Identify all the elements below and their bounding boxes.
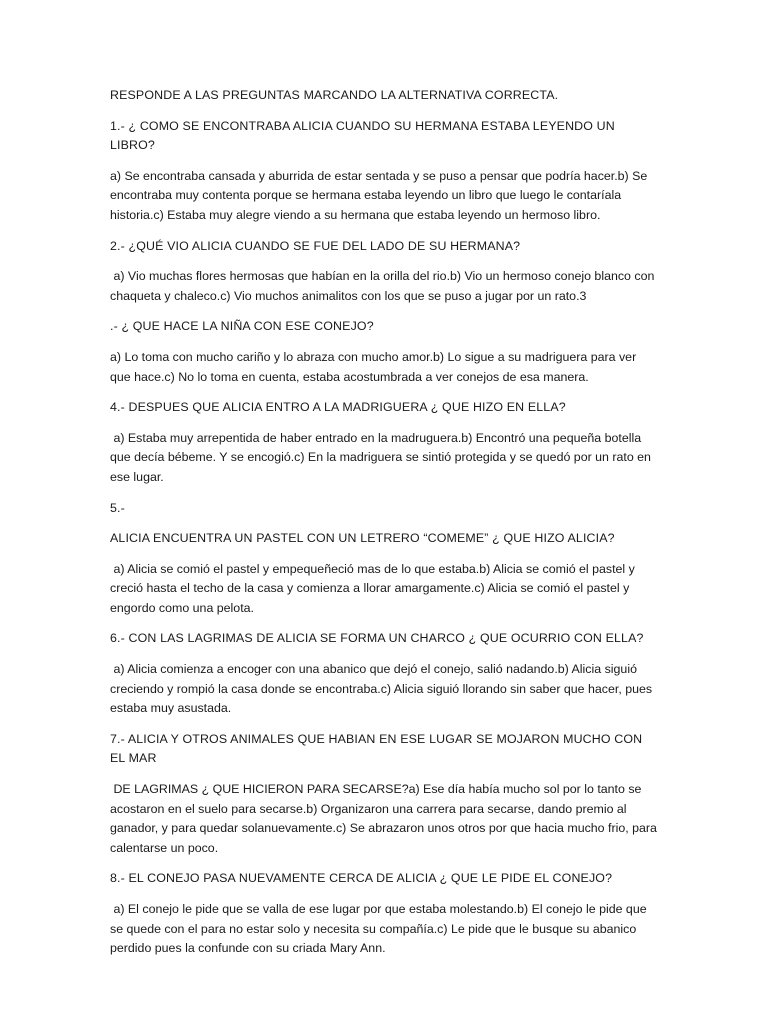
document-page	[110, 86, 661, 970]
answers-4: a) Estaba muy arrepentida de haber entrado en la madruguera.b) Encontró una pequeña botella que decía bébeme. Y se encogió.c) En la madriguera se sintió protegida y se quedó por un rato en ese lugar.	[110, 430, 655, 484]
answers-2: a) Vio muchas flores hermosas que habían en la orilla del rio.b) Vio un hermoso conejo blanco con chaqueta y chaleco.c) Vio muchos animalitos con los que se puso a jugar por un rato.3	[110, 269, 658, 303]
question-5-number: 5.-	[110, 500, 125, 515]
question-8: 8.- EL CONEJO PASA NUEVAMENTE CERCA DE ALICIA ¿ QUE LE PIDE EL CONEJO?	[110, 871, 613, 886]
answers-8: a) El conejo le pide que se valla de ese lugar por que estaba molestando.b) El conejo le pide que se quede con el para no estar solo y necesita su compañía.c) Le pide que le busque su abanico perdido pues la confunde con su criada Mary Ann.	[110, 902, 651, 956]
instruction-heading: RESPONDE A LAS PREGUNTAS MARCANDO LA ALTERNATIVA CORRECTA.	[110, 88, 559, 102]
question-2: 2.- ¿QUÉ VIO ALICIA CUANDO SE FUE DEL LADO DE SU HERMANA?	[110, 238, 521, 253]
question-6: 6.- CON LAS LAGRIMAS DE ALICIA SE FORMA UN CHARCO ¿ QUE OCURRIO CON ELLA?	[110, 631, 644, 646]
answers-1: a) Se encontraba cansada y aburrida de estar sentada y se puso a pensar que podría hacer.b) Se encontraba muy contenta porque se hermana estaba leyendo un libro que luego le contaríala historia.c) Estaba muy alegre viendo a su hermana que estaba leyendo un hermoso libro.	[110, 168, 651, 222]
question-7: 7.- ALICIA Y OTROS ANIMALES QUE HABIAN EN ESE LUGAR SE MOJARON MUCHO CON EL MAR	[110, 731, 646, 766]
question-4: 4.- DESPUES QUE ALICIA ENTRO A LA MADRIGUERA ¿ QUE HIZO EN ELLA?	[110, 400, 566, 415]
answers-3: a) Lo toma con mucho cariño y lo abraza con mucho amor.b) Lo sigue a su madriguera para ver que hace.c) No lo toma en cuenta, estaba acostumbrada a ver conejos de esa manera.	[110, 349, 640, 384]
question-1: 1.- ¿ COMO SE ENCONTRABA ALICIA CUANDO SU HERMANA ESTABA LEYENDO UN LIBRO?	[110, 118, 619, 153]
question-3: .- ¿ QUE HACE LA NIÑA CON ESE CONEJO?	[110, 319, 374, 334]
answers-5: a) Alicia se comió el pastel y empequeñeció mas de lo que estaba.b) Alicia se comió el pastel y creció hasta el techo de la casa y comienza a llorar amargamente.c) Alicia se comió el pastel y engordo como una pelota.	[110, 561, 639, 615]
answers-6: a) Alicia comienza a encoger con una abanico que dejó el conejo, salió nadando.b) Alicia siguió creciendo y rompió la casa donde se encontraba.c) Alicia siguió llorando sin saber que hacer, pues estaba muy asustada.	[110, 662, 656, 716]
answers-7: DE LAGRIMAS ¿ QUE HICIERON PARA SECARSE?a) Ese día había mucho sol por lo tanto se acostaron en el suelo para secarse.b) Organizaron una carrera para secarse, dando premio al ganador, y para quedar solanuevamente.c) Se abrazaron unos otros por que hacia mucho frio, para calentarse un poco.	[110, 782, 661, 855]
question-5: ALICIA ENCUENTRA UN PASTEL CON UN LETRERO “COMEME” ¿ QUE HIZO ALICIA?	[110, 531, 615, 546]
